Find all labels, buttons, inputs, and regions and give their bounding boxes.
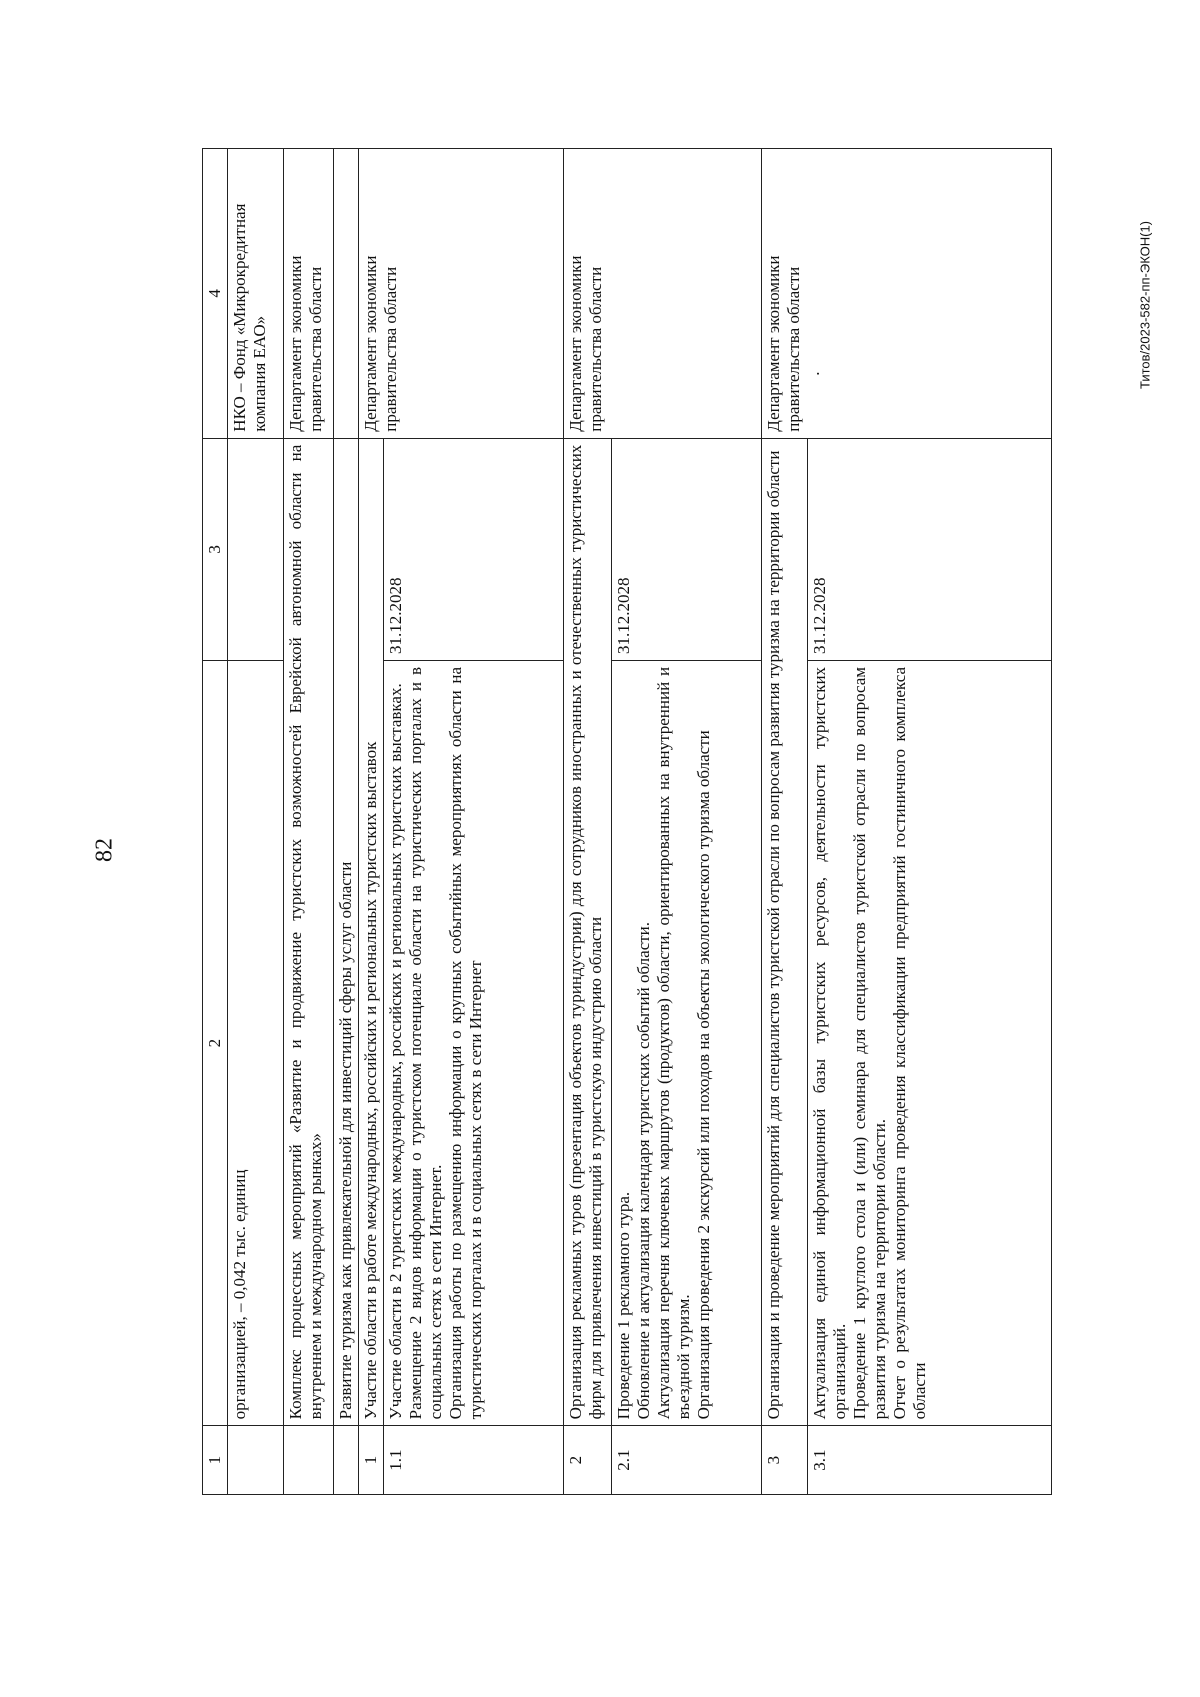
document-code: Титов/2023-582-пп-ЭКОН(1) [1137,220,1153,390]
row-date: 31.12.2028 [612,438,762,660]
header-col-1: 1 [203,1426,228,1495]
table-container [202,148,1052,1495]
row-number [334,1426,359,1495]
row-text-line: Актуализация единой информационной базы туристских ресурсов, деятельности туристских организаций. [810,666,850,1420]
row-number [284,1426,334,1495]
row-text [612,660,762,1425]
row-text [384,660,564,1425]
row-text-line: Проведение 1 круглого стола и (или) семинара для специалистов туристской отрасли по вопросам развития туризма на территории области. [850,666,890,1420]
row-owner: Департамент экономики правительства области [564,149,762,439]
row-text-line: Обновление и актуализация календаря туристских событий области. [634,921,654,1420]
row-text-line: Организация проведения 2 экскурсий или походов на объекты экологического туризма области [694,730,714,1420]
rotated-table-frame [202,148,1052,1495]
table-row [359,149,384,1495]
row-text: организацией, – 0,042 тыс. единиц [228,660,284,1425]
row-text-line: Проведение 1 рекламного тура. [614,1191,634,1420]
row-text-line: Участие области в 2 туристских международных, российских и региональных туристских выставках. [386,683,406,1420]
row-owner [334,149,359,439]
row-date [228,438,284,660]
row-number: 3.1 [808,1426,1052,1495]
row-owner-text: Департамент экономики правительства области [764,255,804,432]
row-date: 31.12.2028 [384,438,564,660]
header-col-3: 3 [203,438,228,660]
row-owner: Департамент экономики правительства области [284,149,334,439]
row-date: 31.12.2028 [808,438,1052,660]
event-title: Организация и проведение мероприятий для специалистов туристской отрасли по вопросам развития туризма на территории области [762,438,808,1426]
row-text [808,660,1052,1425]
header-col-4: 4 [203,149,228,439]
row-number: 2.1 [612,1426,762,1495]
header-col-2: 2 [203,660,228,1425]
row-text-line: Актуализация перечня ключевых маршрутов (продуктов) области, ориентированных на внутренний и въездной туризм. [654,666,694,1420]
event-title: Организация рекламных туров (презентация объектов туриндустрии) для сотрудников иностранных и отечественных туристических фирм для привлечения инвестиций в туристскую индустрию области [564,438,612,1426]
table-row [284,149,334,1495]
row-number [228,1426,284,1495]
complex-title: Комплекс процессных мероприятий «Развитие и продвижение туристских возможностей Еврейской автономной области на внутреннем и международном рынках» [284,438,334,1426]
task-title: Развитие туризма как привлекательной для инвестиций сферы услуг области [334,438,359,1426]
row-text-line: Размещение 2 видов информации о туристском потенциале области на туристических порталах и в социальных сетях в сети Интернет. [406,666,446,1420]
row-owner: НКО – Фонд «Микрокредитная компания ЕАО» [228,149,284,439]
row-number: 3 [762,1426,808,1495]
table-row [762,149,808,1495]
event-title: Участие области в работе международных, российских и региональных туристских выставок [359,438,384,1426]
row-number: 1.1 [384,1426,564,1495]
table-row [334,149,359,1495]
table-row [564,149,612,1495]
row-number: 2 [564,1426,612,1495]
page-number: 82 [91,838,118,862]
row-number: 1 [359,1426,384,1495]
measures-table [202,148,1052,1495]
row-text-line: Отчет о результатах мониторинга проведения классификации предприятий гостиничного комплекса области [890,666,930,1420]
row-owner: Департамент экономики правительства области [359,149,564,439]
row-owner [762,149,1052,439]
stray-mark: . [804,371,824,376]
table-header-row [203,149,228,1495]
table-row [228,149,284,1495]
row-text-line: Организация работы по размещению информации о крупных событийных мероприятиях области на туристических порталах и в социальных сетях в сети Интернет [446,666,486,1420]
